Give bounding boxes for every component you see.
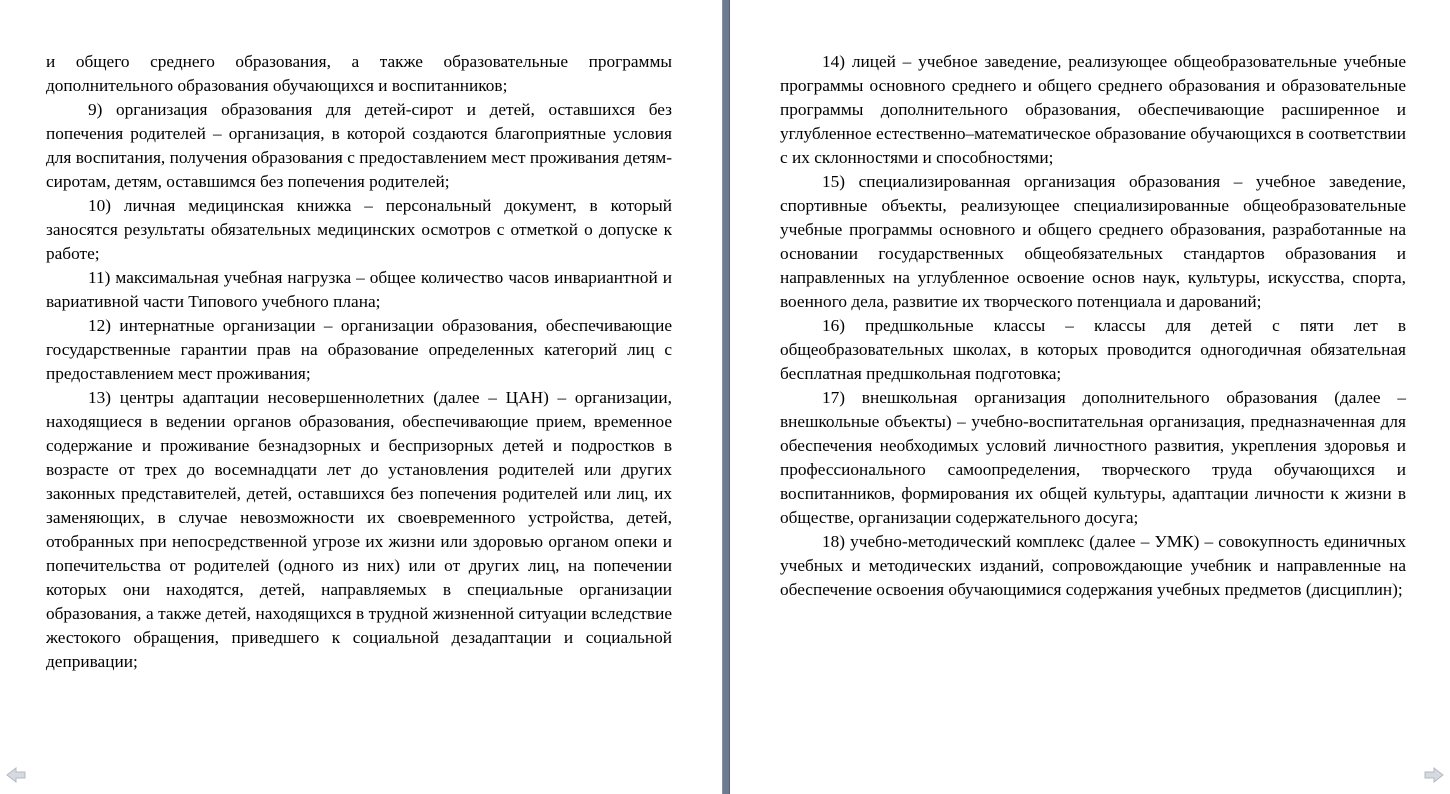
left-page-text [46,50,672,674]
paragraph-item-11: 11) максимальная учебная нагрузка – общее количество часов инвариантной и вариативной части Типового учебного плана; [46,268,672,311]
paragraph-item-10: 10) личная медицинская книжка – персональный документ, в который заносятся результаты обязательных медицинских осмотров с отметкой о допуске к работе; [46,196,672,263]
previous-page-button[interactable] [6,766,26,784]
paragraph-item-18: 18) учебно-методический комплекс (далее – УМК) – совокупность единичных учебных и методических изданий, сопровождающие учебник и направленные на обеспечение освоения обучающимися содержания учебных предметов (дисциплин); [780,532,1406,599]
left-page [0,0,722,794]
right-page-text [780,50,1406,602]
next-page-button[interactable] [1424,766,1444,784]
page-divider [722,0,730,794]
arrow-left-icon [6,766,26,784]
paragraph-item-15: 15) специализированная организация образования – учебное заведение, спортивные объекты, реализующее специализированные общеобразовательные учебные программы основного и общего среднего образования, разработанные на основании государственных общеобязательных стандартов образования и направленных на углубленное освоение основ наук, культуры, искусства, спорта, военного дела, развитие их творческого потенциала и дарований; [780,172,1406,311]
arrow-right-icon [1424,766,1444,784]
paragraph-item-14: 14) лицей – учебное заведение, реализующее общеобразовательные учебные программы основного среднего и общего среднего образования и образовательные программы дополнительного образования, обеспечивающие расширенное и углубленное естественно–математическое образование обучающихся в соответствии с их склонностями и способностями; [780,52,1406,167]
paragraph-item-12: 12) интернатные организации – организации образования, обеспечивающие государственные гарантии прав на образование определенных категорий лиц с предоставлением мест проживания; [46,316,672,383]
paragraph-item-16: 16) предшкольные классы – классы для детей с пяти лет в общеобразовательных школах, в которых проводится одногодичная обязательная бесплатная предшкольная подготовка; [780,316,1406,383]
paragraph-item-13: 13) центры адаптации несовершеннолетних (далее – ЦАН) – организации, находящиеся в ведении органов образования, обеспечивающие прием, временное содержание и проживание безнадзорных и беспризорных детей и подростков в возрасте от трех до восемнадцати лет до установления родителей или других законных представителей, детей, оставшихся без попечения родителей или лиц, их заменяющих, в случае невозможности их своевременного устройства, детей, отобранных при непосредственной угрозе их жизни или здоровью органом опеки и попечительства от родителей (одного из них) или от других лиц, на попечении которых они находятся, детей, направляемых в специальные организации образования, а также детей, находящихся в трудной жизненной ситуации вследствие жестокого обращения, приведшего к социальной дезадаптации и социальной депривации; [46,388,672,671]
paragraph-item-9: 9) организация образования для детей-сирот и детей, оставшихся без попечения родителей – организация, в которой создаются благоприятные условия для воспитания, получения образования с предоставлением мест проживания детям-сиротам, детям, оставшимся без попечения родителей; [46,100,672,191]
paragraph-continuation: и общего среднего образования, а также образовательные программы дополнительного образования обучающихся и воспитанников; [46,52,672,95]
paragraph-item-17: 17) внешкольная организация дополнительного образования (далее – внешкольные объекты) – учебно-воспитательная организация, предназначенная для обеспечения необходимых условий личностного развития, укрепления здоровья и профессионального самоопределения, творческого труда обучающихся и воспитанников, формирования их общей культуры, адаптации личности к жизни в обществе, организации содержательного досуга; [780,388,1406,527]
right-page [730,0,1450,794]
